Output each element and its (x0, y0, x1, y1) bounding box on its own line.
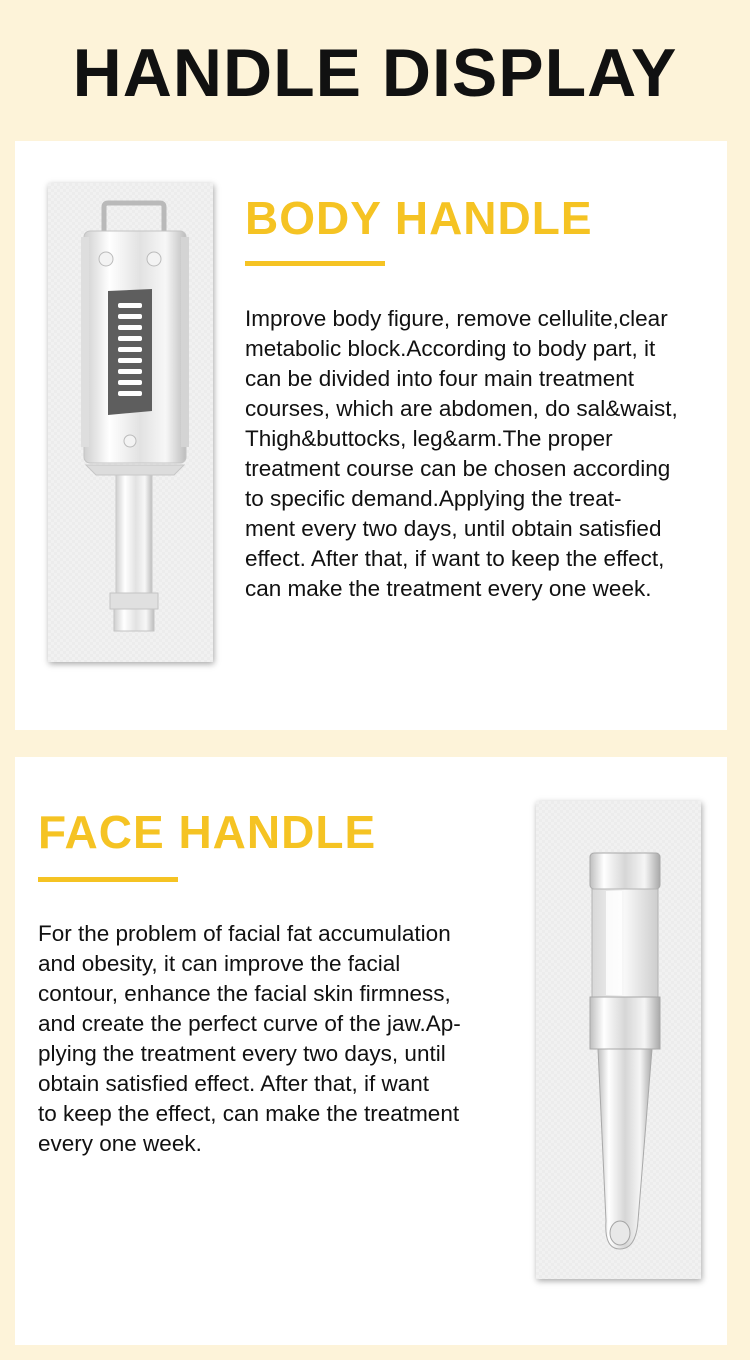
description-line: metabolic block.According to body part, it (245, 336, 656, 361)
body-handle-description (245, 304, 725, 604)
description-line: to keep the effect, can make the treatment (38, 1101, 460, 1126)
page-title: HANDLE DISPLAY (72, 35, 678, 111)
description-line: every one week. (38, 1131, 202, 1156)
description-line: ment every two days, until obtain satisfied (245, 516, 662, 541)
description-line: treatment course can be chosen according (245, 456, 671, 481)
description-line: For the problem of facial fat accumulation (38, 921, 451, 946)
description-line: obtain satisfied effect. After that, if want (38, 1071, 430, 1096)
description-line: Thigh&buttocks, leg&arm.The proper (245, 426, 613, 451)
description-line: contour, enhance the facial skin firmness, (38, 981, 451, 1006)
description-line: can make the treatment every one week. (245, 576, 652, 601)
description-line: and create the perfect curve of the jaw.Ap- (38, 1011, 461, 1036)
face-handle-title: FACE HANDLE (38, 806, 377, 858)
description-line: to specific demand.Applying the treat- (245, 486, 622, 511)
face-handle-device-icon (536, 801, 701, 1279)
description-line: effect. After that, if want to keep the effect, (245, 546, 665, 571)
face-handle-card (15, 757, 727, 1345)
face-handle-description (38, 919, 518, 1159)
face-handle-photo (536, 801, 701, 1279)
title-underline (245, 261, 385, 266)
description-line: can be divided into four main treatment (245, 366, 634, 391)
description-line: and obesity, it can improve the facial (38, 951, 401, 976)
body-handle-device-icon (48, 183, 213, 662)
body-handle-card (15, 141, 727, 730)
body-handle-photo (48, 183, 213, 662)
description-line: Improve body figure, remove cellulite,clear (245, 306, 668, 331)
description-line: courses, which are abdomen, do sal&waist, (245, 396, 678, 421)
body-handle-title: BODY HANDLE (245, 192, 593, 244)
description-line: plying the treatment every two days, until (38, 1041, 446, 1066)
title-underline (38, 877, 178, 882)
